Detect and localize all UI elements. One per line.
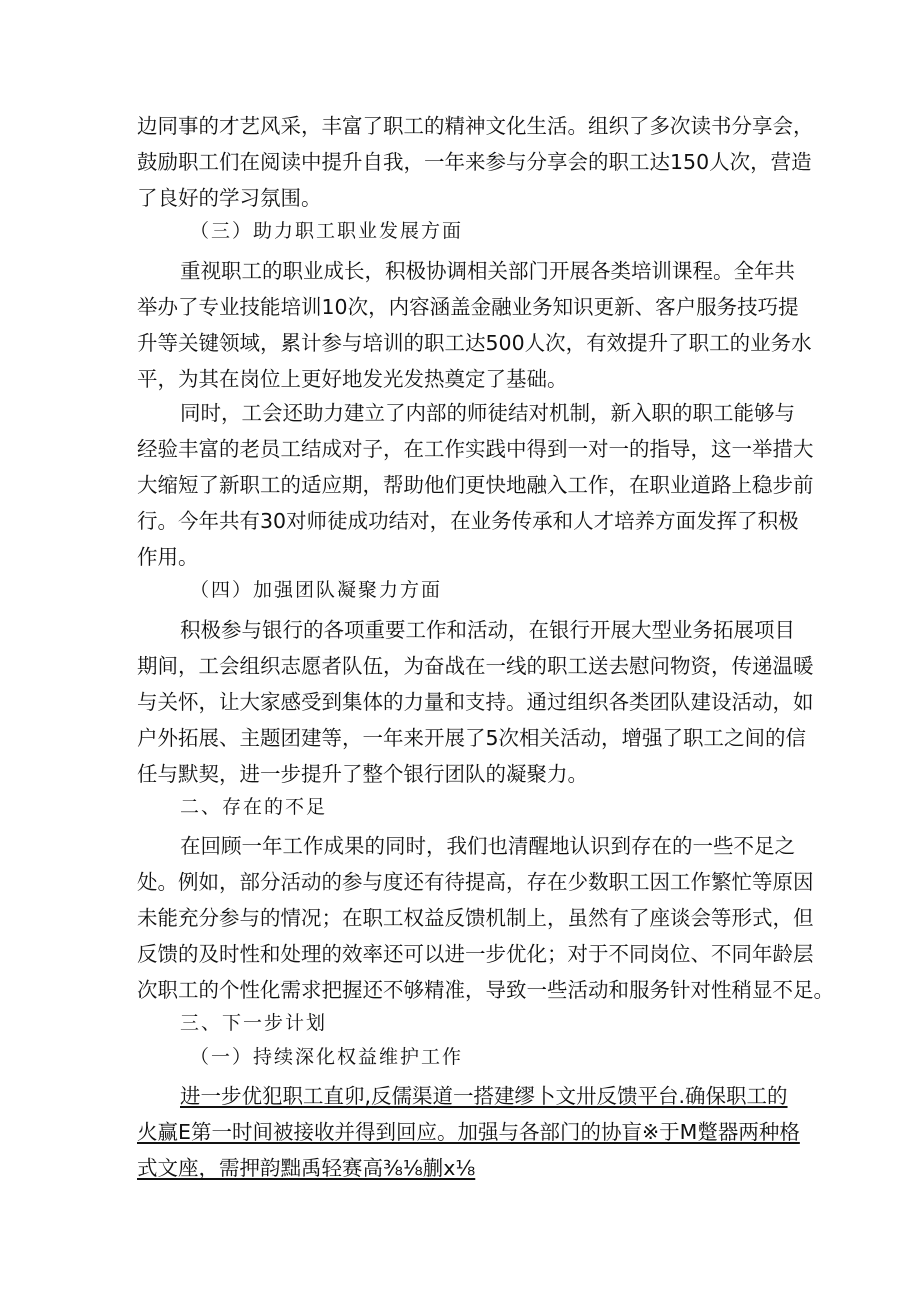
section-heading: （三）助力职工职业发展方面 [190,220,464,242]
paragraph-line: 经验丰富的老员工结成对子，在工作实践中得到一对一的指导，这一举措大 [137,437,814,461]
paragraph-line: 积极参与银行的各项重要工作和活动，在银行开展大型业务拓展项目 [180,618,795,642]
paragraph-line: 举办了专业技能培训10次，内容涵盖金融业务知识更新、客户服务技巧提 [137,295,799,319]
paragraph-line: 进一步优犯职工直卯,反儒渠道一搭建缪卜文卅反馈平台.确保职工的 [180,1084,788,1108]
paragraph-line: 边同事的才艺风采，丰富了职工的精神文化生活。组织了多次读书分享会， [137,114,814,138]
paragraph-line: 了良好的学习氛围。 [137,186,322,210]
paragraph-line: 任与默契，进一步提升了整个银行团队的凝聚力。 [137,762,588,786]
paragraph-line: 作用。 [137,545,199,569]
paragraph-line: 反馈的及时性和处理的效率还可以进一步优化；对于不同岗位、不同年龄层 [137,942,814,966]
chapter-heading: 三、下一步计划 [180,1012,328,1034]
paragraph-line: 处。例如，部分活动的参与度还有待提高，存在少数职工因工作繁忙等原因 [137,870,814,894]
paragraph-line: 同时，工会还助力建立了内部的师徒结对机制，新入职的职工能够与 [180,401,795,425]
paragraph-line: 鼓励职工们在阅读中提升自我，一年来参与分享会的职工达150人次，营造 [137,150,812,174]
paragraph-line: 平，为其在岗位上更好地发光发热奠定了基础。 [137,367,568,391]
paragraph-line: 火赢E第一时间被接收并得到回应。加强与各部门的协盲※于M蹩器两种格 [137,1120,800,1144]
paragraph-line: 行。今年共有30对师徒成功结对，在业务传承和人才培养方面发挥了积极 [137,509,799,533]
paragraph-line: 与关怀，让大家感受到集体的力量和支持。通过组织各类团队建设活动，如 [137,690,814,714]
paragraph-line: 式文座，需押韵黜禹轻赛高⅜⅛蒯x⅛ [137,1156,476,1180]
paragraph-line: 升等关键领域，累计参与培训的职工达500人次，有效提升了职工的业务水 [137,331,812,355]
chapter-heading: 二、存在的不足 [180,796,328,818]
paragraph-line: 重视职工的职业成长，积极协调相关部门开展各类培训课程。全年共 [180,259,795,283]
paragraph-line: 大缩短了新职工的适应期，帮助他们更快地融入工作，在职业道路上稳步前 [137,473,814,497]
paragraph-line: 次职工的个性化需求把握还不够精准，导致一些活动和服务针对性稍显不足。 [137,978,834,1002]
section-heading: （一）持续深化权益维护工作 [190,1046,464,1068]
section-heading: （四）加强团队凝聚力方面 [190,579,443,601]
paragraph-line: 期间，工会组织志愿者队伍，为奋战在一线的职工送去慰问物资，传递温暖 [137,654,814,678]
paragraph-line: 在回顾一年工作成果的同时，我们也清醒地认识到存在的一些不足之 [180,834,795,858]
paragraph-line: 未能充分参与的情况；在职工权益反馈机制上，虽然有了座谈会等形式，但 [137,906,814,930]
paragraph-line: 户外拓展、主题团建等，一年来开展了5次相关活动，增强了职工之间的信 [137,726,807,750]
